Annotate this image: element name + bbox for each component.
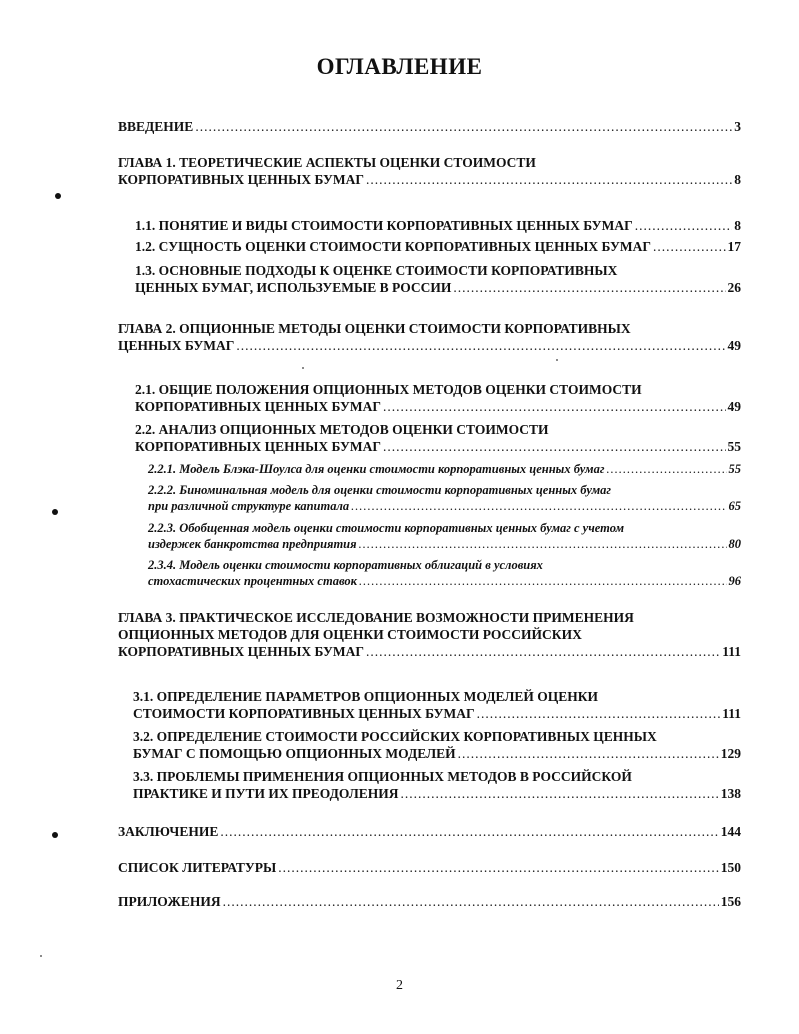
toc-entry-text: 2.2. АНАЛИЗ ОПЦИОННЫХ МЕТОДОВ ОЦЕНКИ СТОИМОСТИ [135,422,549,437]
toc-page-number: 144 [720,824,741,839]
toc-leader-dots [236,337,725,354]
toc-entry [148,482,741,514]
toc-entry-text: 3.3. ПРОБЛЕМЫ ПРИМЕНЕНИЯ ОПЦИОННЫХ МЕТОДОВ В РОССИЙСКОЙ [133,769,632,784]
page-title: ОГЛАВЛЕНИЕ [316,54,483,79]
toc-entry-line [118,118,741,135]
toc-entry-text: ОПЦИОННЫХ МЕТОДОВ ДЛЯ ОЦЕНКИ СТОИМОСТИ РОССИЙСКИХ [118,627,582,642]
toc-entry-text: СТОИМОСТИ КОРПОРАТИВНЫХ ЦЕННЫХ БУМАГ [133,706,475,721]
toc-page-number: 17 [727,239,741,254]
toc-entry [133,728,741,762]
toc-entry-line [118,823,741,840]
toc-entry [135,381,741,415]
toc-page-number: 55 [727,439,741,454]
toc-entry-line [148,520,741,536]
toc-leader-dots [351,498,726,514]
scan-mark [55,193,61,199]
toc-entry-line [133,688,741,705]
toc-entry-text: 1.3. ОСНОВНЫЕ ПОДХОДЫ К ОЦЕНКЕ СТОИМОСТИ КОРПОРАТИВНЫХ [135,263,618,278]
toc-leader-dots [366,643,720,660]
toc-leader-dots [278,859,719,876]
toc-entry [118,609,741,660]
toc-entry-text: ПРАКТИКЕ И ПУТИ ИХ ПРЕОДОЛЕНИЯ [133,786,399,801]
toc-entry [135,262,741,296]
toc-entry-text: ГЛАВА 1. ТЕОРЕТИЧЕСКИЕ АСПЕКТЫ ОЦЕНКИ СТОИМОСТИ [118,155,536,170]
toc-entry-text: 2.1. ОБЩИЕ ПОЛОЖЕНИЯ ОПЦИОННЫХ МЕТОДОВ ОЦЕНКИ СТОИМОСТИ [135,382,642,397]
toc-entry-line [135,279,741,296]
toc-entry-line [148,557,741,573]
toc-entry-line [133,768,741,785]
toc-entry-text: КОРПОРАТИВНЫХ ЦЕННЫХ БУМАГ [135,399,381,414]
toc-entry [133,768,741,802]
toc-entry [135,238,741,255]
toc-entry-text: ЗАКЛЮЧЕНИЕ [118,824,219,839]
toc-leader-dots [366,171,732,188]
toc-entry-text: 2.2.2. Биноминальная модель для оценки стоимости корпоративных ценных бумаг [148,483,612,497]
toc-entry-text: стохастических процентных ставок [148,574,357,588]
toc-leader-dots [220,823,718,840]
toc-entry-text: ЦЕННЫХ БУМАГ, ИСПОЛЬЗУЕМЫЕ В РОССИИ [135,280,452,295]
toc-leader-dots [223,893,719,910]
toc-entry-line [133,785,741,802]
toc-entry-line [148,536,741,552]
toc-entry-text: издержек банкротства предприятия [148,537,357,551]
toc-entry-line [133,745,741,762]
toc-leader-dots [383,398,726,415]
toc-entry-text: 2.2.3. Обобщенная модель оценки стоимости корпоративных ценных бумаг с учетом [148,521,625,535]
toc-entry-line [118,893,741,910]
toc-entry-line [118,609,741,626]
toc-entry [118,859,741,876]
toc-page-number: 111 [722,706,741,721]
toc-page-number: 8 [734,172,741,187]
toc-entry-text: 2.3.4. Модель оценки стоимости корпоративных облигаций в условиях [148,558,543,572]
toc-entry [148,557,741,589]
toc-entry-line [118,643,741,660]
toc-entry [118,823,741,840]
toc-entry-line [148,498,741,514]
toc-entry-text: при различной структуре капитала [148,499,350,513]
toc-entry-text: КОРПОРАТИВНЫХ ЦЕННЫХ БУМАГ [118,172,364,187]
toc-entry-text: 1.2. СУЩНОСТЬ ОЦЕНКИ СТОИМОСТИ КОРПОРАТИВНЫХ ЦЕННЫХ БУМАГ [135,239,651,254]
toc-leader-dots [383,438,726,455]
toc-entry-line [135,262,741,279]
toc-leader-dots [606,461,726,477]
toc-page-number: 138 [720,786,741,801]
toc-entry [135,217,741,234]
toc-entry [118,893,741,910]
toc-entry [133,688,741,722]
toc-entry-line [135,381,741,398]
toc-entry-text: 1.1. ПОНЯТИЕ И ВИДЫ СТОИМОСТИ КОРПОРАТИВНЫХ ЦЕННЫХ БУМАГ [135,218,633,233]
toc-entry-text: 3.2. ОПРЕДЕЛЕНИЕ СТОИМОСТИ РОССИЙСКИХ КОРПОРАТИВНЫХ ЦЕННЫХ [133,729,657,744]
toc-entry-text: ВВЕДЕНИЕ [118,119,194,134]
toc-entry-line [118,626,741,643]
toc-leader-dots [635,217,733,234]
toc-page-number: 129 [720,746,741,761]
toc-entry-line [118,154,741,171]
toc-entry [148,520,741,552]
toc-page-number: 49 [727,338,741,353]
scan-mark [52,509,58,515]
scan-mark [52,832,58,838]
scan-speck [40,955,42,957]
toc-page-number: 156 [720,894,741,909]
toc-page-number: 26 [727,280,741,295]
scan-speck [556,359,558,361]
toc-entry-text: КОРПОРАТИВНЫХ ЦЕННЫХ БУМАГ [135,439,381,454]
toc-page-number: 3 [734,119,741,134]
toc-entry-text: ГЛАВА 3. ПРАКТИЧЕСКОЕ ИССЛЕДОВАНИЕ ВОЗМОЖНОСТИ ПРИМЕНЕНИЯ [118,610,634,625]
toc-entry-text: ГЛАВА 2. ОПЦИОННЫЕ МЕТОДЫ ОЦЕНКИ СТОИМОСТИ КОРПОРАТИВНЫХ [118,321,631,336]
toc-page-number: 111 [722,644,741,659]
toc-page-number: 8 [734,218,741,233]
toc-entry [135,421,741,455]
toc-entry-line [148,482,741,498]
toc-entry-text: СПИСОК ЛИТЕРАТУРЫ [118,860,277,875]
toc-entry-text: 3.1. ОПРЕДЕЛЕНИЕ ПАРАМЕТРОВ ОПЦИОННЫХ МОДЕЛЕЙ ОЦЕНКИ [133,689,599,704]
toc-leader-dots [359,536,727,552]
toc-entry-text: 2.2.1. Модель Блэка-Шоулса для оценки стоимости корпоративных ценных бумаг [148,462,605,476]
toc-entry-line [133,705,741,722]
toc-entry-line [148,573,741,589]
toc-entry-line [135,238,741,255]
scan-speck [302,367,304,369]
toc-entry [148,461,741,477]
toc-entry-line [118,859,741,876]
toc-page-number: 49 [727,399,741,414]
toc-entry [118,118,741,135]
toc-leader-dots [477,705,721,722]
toc-entry-text: ЦЕННЫХ БУМАГ [118,338,235,353]
toc-leader-dots [359,573,727,589]
toc-page-number: 55 [728,462,741,476]
toc-leader-dots [195,118,732,135]
toc-leader-dots [458,745,719,762]
toc-leader-dots [453,279,725,296]
toc-entry-line [118,337,741,354]
toc-entry-line [135,398,741,415]
toc-leader-dots [401,785,719,802]
toc-entry-line [148,461,741,477]
toc-entry-text: ПРИЛОЖЕНИЯ [118,894,221,909]
toc-page-number: 80 [728,537,741,551]
toc-entry-text: БУМАГ С ПОМОЩЬЮ ОПЦИОННЫХ МОДЕЛЕЙ [133,746,456,761]
toc-entry [118,320,741,354]
toc-entry-line [135,421,741,438]
toc-entry-line [118,320,741,337]
toc-entry-line [135,438,741,455]
toc-entry-text: КОРПОРАТИВНЫХ ЦЕННЫХ БУМАГ [118,644,364,659]
toc-entry [118,154,741,188]
toc-entry-line [135,217,741,234]
toc-entry-line [118,171,741,188]
toc-page-number: 65 [728,499,741,513]
toc-page-number: 96 [728,574,741,588]
page-number: 2 [396,978,403,993]
toc-leader-dots [653,238,726,255]
toc-page-number: 150 [720,860,741,875]
toc-entry-line [133,728,741,745]
